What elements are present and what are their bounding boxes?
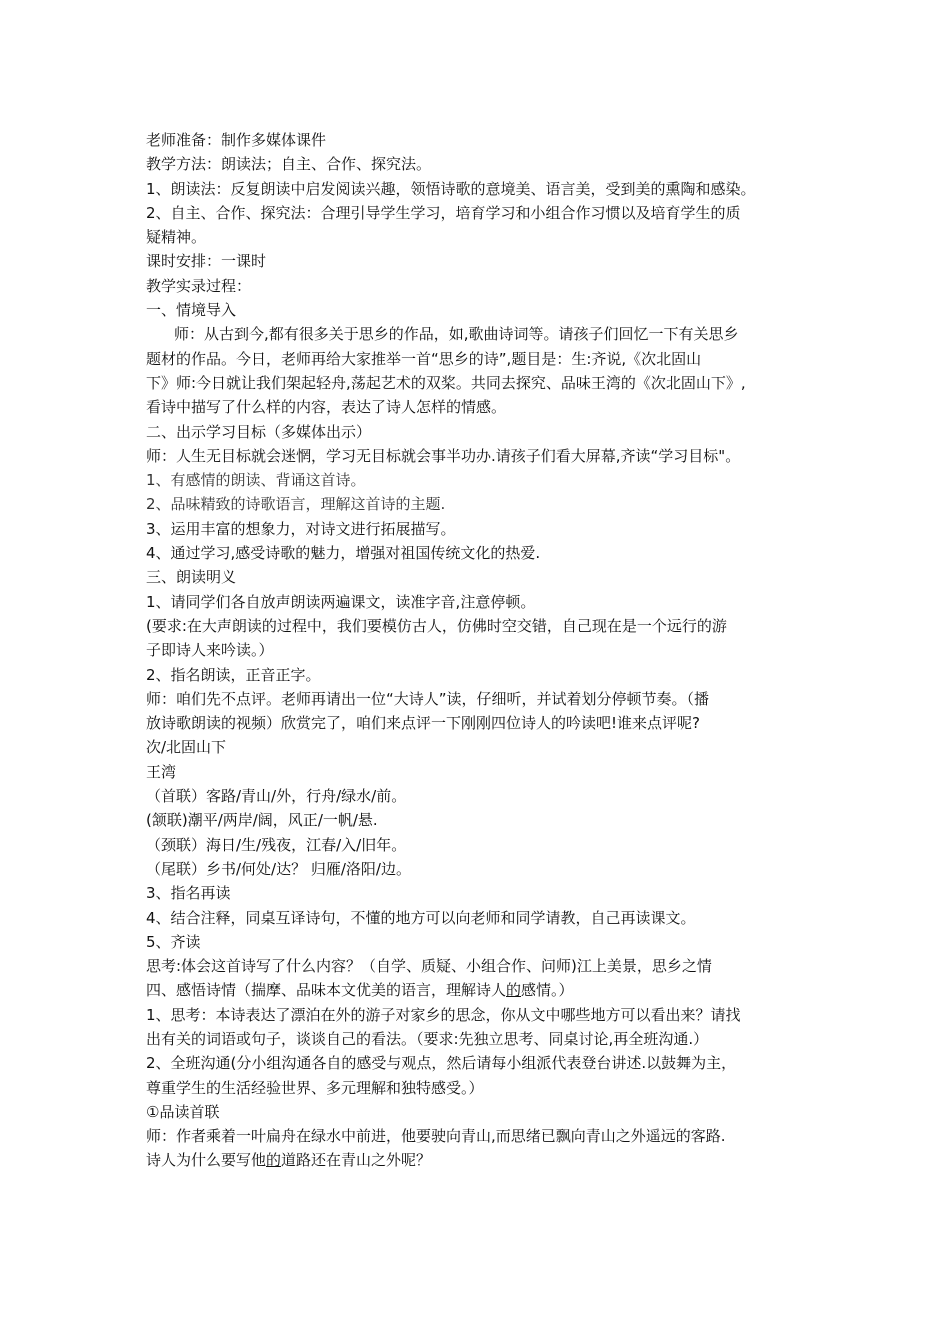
poem-couplet-1: （首联）客路/青山/外，行舟/绿水/前。 (146, 787, 407, 806)
poem-author: 王湾 (146, 762, 177, 781)
document-body (146, 128, 826, 1173)
intro-paragraph-4: 看诗中描写了什么样的内容，表达了诗人怎样的情感。 (146, 398, 507, 417)
intro-paragraph-3: 下》师:今日就让我们架起轻舟,荡起艺术的双桨。共同去探究、品味王湾的《次北固山下》, (146, 373, 746, 392)
teacher-prep: 老师准备：制作多媒体课件 (146, 131, 327, 149)
underlined-text-2: 的 (266, 1151, 282, 1170)
method-2-cont: 疑精神。 (146, 228, 207, 247)
method-1: 1、朗读法：反复朗读中启发阅读兴趣，领悟诗歌的意境美、语言美，受到美的熏陶和感染。 (146, 179, 756, 198)
teacher-question (146, 1148, 826, 1172)
goal-4: 4、通过学习,感受诗歌的魅力，增强对祖国传统文化的热爱. (146, 544, 541, 563)
section-3-heading: 三、朗读明义 (146, 568, 237, 587)
teacher-question-b: 道路还在青山之外呢？ (281, 1151, 432, 1170)
think-question: 1、思考：本诗表达了漂泊在外的游子对家乡的思念，你从文中哪些地方可以看出来？请找 (146, 1005, 741, 1024)
poem-couplet-4: （尾联）乡书/何处/达？ 归雁/洛阳/边。 (146, 859, 411, 878)
goal-3: 3、运用丰富的想象力，对诗文进行拓展描写。 (146, 519, 456, 538)
teaching-methods: 教学方法：朗读法；自主、合作、探究法。 (146, 155, 432, 174)
section-1-heading: 一、情境导入 (146, 301, 237, 320)
teacher-explanation: 师：作者乘着一叶扁舟在绿水中前进，他要驶向青山,而思绪已飘向青山之外遥远的客路. (146, 1127, 726, 1146)
intro-paragraph-2: 题材的作品。今日，老师再给大家推举一首“思乡的诗”,题目是：生:齐说,《次北固山 (146, 349, 702, 368)
reading-requirement: (要求:在大声朗读的过程中，我们要模仿古人，仿佛时空交错，自己现在是一个远行的游 (146, 616, 727, 635)
first-couplet-heading: ①品读首联 (146, 1102, 220, 1121)
section-4-heading-a: 四、感悟诗情（揣摩、品味本文优美的语言，理解诗人 (146, 981, 507, 1000)
poem-title: 次/北固山下 (146, 738, 227, 757)
intro-paragraph: 师：从古到今,都有很多关于思乡的作品，如,歌曲诗词等。请孩子们回忆一下有关思乡 (174, 325, 739, 344)
section-4-heading (146, 978, 826, 1002)
goal-2: 2、品味精致的诗歌语言，理解这首诗的主题. (146, 495, 446, 514)
teacher-comment-2: 放诗歌朗读的视频）欣赏完了，咱们来点评一下刚刚四位诗人的吟读吧!谁来点评呢? (146, 714, 700, 733)
teacher-comment: 师：咱们先不点评。老师再请出一位“大诗人”读，仔细听，并试着划分停顿节奏。（播 (146, 689, 710, 708)
reading-step-5: 5、齐读 (146, 932, 201, 951)
reading-step-1: 1、请同学们各自放声朗读两遍课文，读准字音,注意停顿。 (146, 592, 536, 611)
class-discussion: 2、全班沟通(分小组沟通各自的感受与观点，然后请每小组派代表登台讲述.以鼓舞为主， (146, 1054, 737, 1073)
goal-1: 1、有感情的朗读、背诵这首诗。 (146, 471, 366, 490)
section-4-heading-b: 感情。） (521, 981, 574, 1000)
think-question-2: 出有关的词语或句子，谈谈自己的看法。（要求:先独立思考、同桌讨论,再全班沟通.） (146, 1029, 709, 1048)
reading-step-4: 4、结合注释，同桌互译诗句，不懂的地方可以向老师和同学请教，自己再读课文。 (146, 908, 696, 927)
reading-step-2: 2、指名朗读，正音正字。 (146, 665, 321, 684)
underlined-text: 的 (506, 981, 522, 1000)
reading-step-3: 3、指名再读 (146, 884, 231, 903)
reading-requirement-2: 子即诗人来吟读。） (146, 641, 274, 660)
reflection: 思考:体会这首诗写了什么内容？（自学、质疑、小组合作、问师)江上美景，思乡之情 (146, 957, 712, 976)
class-hours: 课时安排：一课时 (146, 252, 267, 271)
method-2: 2、自主、合作、探究法：合理引导学生学习，培育学习和小组合作习惯以及培育学生的质 (146, 203, 741, 222)
section-2-heading: 二、出示学习目标（多媒体出示） (146, 422, 372, 441)
process-heading: 教学实录过程： (146, 276, 252, 295)
poem-couplet-2: (颔联)潮平/两岸/阔，风正/一帆/悬. (146, 811, 378, 830)
teacher-question-a: 诗人为什么要写他 (146, 1151, 267, 1170)
class-discussion-2: 尊重学生的生活经验世界、多元理解和独特感受。） (146, 1078, 484, 1097)
poem-couplet-3: （颈联）海日/生/残夜，江春/入/旧年。 (146, 835, 407, 854)
goals-intro: 师：人生无目标就会迷惘，学习无目标就会事半功办.请孩子们看大屏幕,齐读“学习目标"。 (146, 446, 741, 465)
